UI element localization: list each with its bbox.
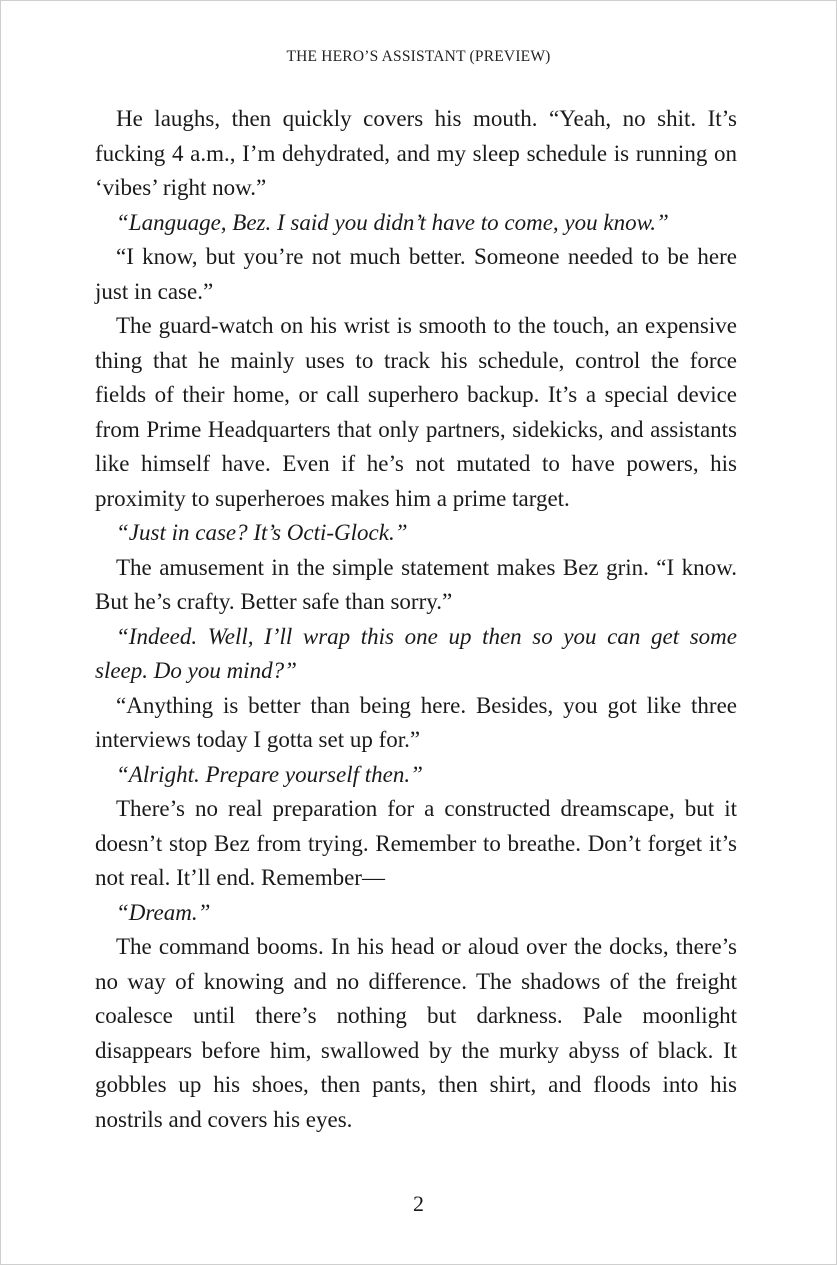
paragraph-8: “Anything is better than being here. Besides, you got like three interviews today I gotta set up for.”	[95, 692, 737, 752]
paragraph-2: “Language, Bez. I said you didn’t have to come, you know.”	[116, 209, 669, 235]
paragraph-3: “I know, but you’re not much better. Someone needed to be here just in case.”	[95, 244, 737, 304]
paragraph-11: “Dream.”	[116, 899, 211, 925]
paragraph-1: He laughs, then quickly covers his mouth. “Yeah, no shit. It’s fucking 4 a.m., I’m dehydrated, and my sleep schedule is running on ‘vibes’ right now.”	[95, 106, 737, 200]
paragraph-12: The command booms. In his head or aloud over the docks, there’s no way of knowing and no difference. The shadows of the freight coalesce until there’s nothing but darkness. Pale moonlight disappears before him, swallowed by the murky abyss of black. It gobbles up his shoes, then pants, then shirt, and floods into his nostrils and covers his eyes.	[95, 934, 737, 1132]
paragraph-7: “Indeed. Well, I’ll wrap this one up then so you can get some sleep. Do you mind?”	[95, 623, 737, 683]
page-number: 2	[413, 1191, 424, 1216]
paragraph-10: There’s no real preparation for a constructed dreamscape, but it doesn’t stop Bez from trying. Remember to breathe. Don’t forget it’s not real. It’ll end. Remember—	[95, 796, 737, 890]
paragraph-9: “Alright. Prepare yourself then.”	[116, 761, 423, 787]
paragraph-5: “Just in case? It’s Octi-Glock.”	[116, 520, 408, 545]
paragraph-4: The guard-watch on his wrist is smooth to the touch, an expensive thing that he mainly uses to track his schedule, control the force fields of their home, or call superhero backup. It’s a special device from Prime Headquarters that only partners, sidekicks, and assistants like himself have. Even if he’s not mutated to have powers, his proximity to superheroes makes him a prime target.	[95, 313, 737, 511]
body-text	[95, 102, 737, 1137]
running-header: THE HERO’S ASSISTANT (PREVIEW)	[286, 48, 551, 65]
paragraph-6: The amusement in the simple statement makes Bez grin. “I know. But he’s crafty. Better safe than sorry.”	[95, 554, 737, 614]
